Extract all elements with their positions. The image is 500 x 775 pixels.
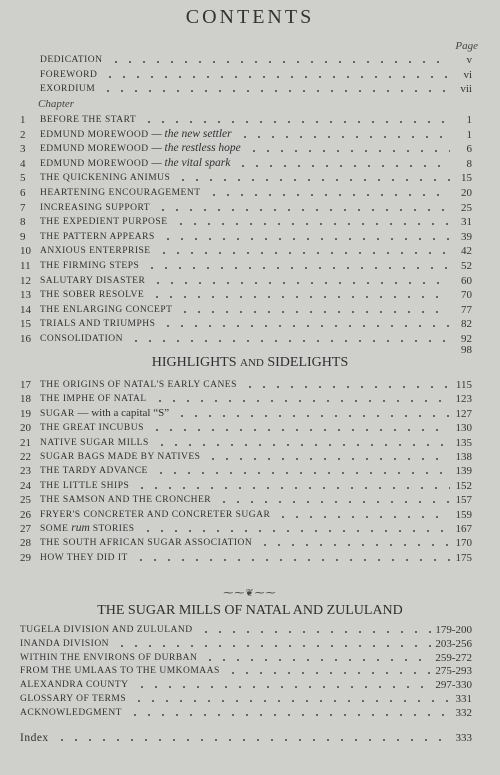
chapter-row xyxy=(20,229,472,243)
entry-number: 3 xyxy=(20,143,26,156)
mills-heading: THE SUGAR MILLS OF NATAL AND ZULULAND xyxy=(97,603,403,618)
highlights-heading-and: AND xyxy=(240,357,264,369)
leader-dots xyxy=(109,61,450,63)
chapter-row xyxy=(20,258,472,272)
entry-number: 7 xyxy=(20,201,26,214)
entry-title: TRIALS AND TRIUMPHS xyxy=(40,319,156,330)
entry-title: THE SOUTH AFRICAN SUGAR ASSOCIATION xyxy=(40,538,253,549)
mill-row xyxy=(20,663,472,677)
entry-title: NATIVE SUGAR MILLS xyxy=(40,437,149,448)
entry-page: 70 xyxy=(461,289,472,302)
entry-number: 11 xyxy=(20,260,31,272)
highlight-row xyxy=(20,377,472,391)
leader-dots xyxy=(101,90,450,92)
entry-page: 130 xyxy=(455,422,472,435)
front-matter-row xyxy=(20,67,472,81)
chapter-row xyxy=(20,127,472,141)
entry-number: 19 xyxy=(20,407,31,420)
entry-number: 23 xyxy=(20,465,31,478)
leader-dots xyxy=(243,386,450,388)
highlight-row xyxy=(20,435,472,449)
highlight-row xyxy=(20,449,472,463)
entry-page: 25 xyxy=(461,201,472,214)
decorative-ornament: ⁓⁓❦⁓⁓ xyxy=(223,588,277,599)
entry-page: vii xyxy=(460,83,472,95)
highlights-heading xyxy=(0,355,500,371)
highlight-row xyxy=(20,550,472,564)
entry-subtitle: — the restless hope xyxy=(148,142,241,155)
entry-number: 4 xyxy=(20,157,26,170)
entry-subtitle: — with a capital “S” xyxy=(74,406,170,419)
chapter-column-label: Chapter xyxy=(38,98,75,110)
entry-page: 115 xyxy=(455,379,472,391)
entry-title: THE PATTERN APPEARS xyxy=(40,231,155,242)
entry-page: 135 xyxy=(455,436,472,449)
entry-title: EDMUND MOREWOOD — the new settler xyxy=(40,127,232,140)
highlight-row xyxy=(20,478,472,492)
entry-page: 275-293 xyxy=(435,665,472,678)
entry-title: THE QUICKENING ANIMUS xyxy=(40,173,171,184)
leader-dots xyxy=(276,516,450,518)
chapter-row xyxy=(20,243,472,257)
entry-number: 10 xyxy=(20,245,31,258)
chapter-row xyxy=(20,287,472,301)
entry-title: INANDA DIVISION xyxy=(20,638,110,649)
entry-number: 22 xyxy=(20,451,31,463)
entry-page: 167 xyxy=(455,523,472,535)
leader-dots xyxy=(156,209,450,211)
chapter-row xyxy=(20,156,472,170)
chapter-row xyxy=(20,170,472,184)
leader-dots xyxy=(142,121,450,123)
entry-page: v xyxy=(466,54,472,66)
entry-page: 6 xyxy=(466,143,472,156)
leader-dots xyxy=(132,700,450,702)
leader-dots xyxy=(134,559,450,561)
entry-title: BEFORE THE START xyxy=(40,115,137,125)
entry-title: ACKNOWLEDGMENT xyxy=(20,707,122,718)
leader-dots xyxy=(176,179,450,181)
leader-dots xyxy=(150,429,450,431)
index-label: Index xyxy=(20,732,49,744)
front-matter-row xyxy=(20,81,472,95)
entry-number: 2 xyxy=(20,128,26,141)
mill-row xyxy=(20,691,472,705)
highlight-row xyxy=(20,463,472,477)
leader-dots xyxy=(157,252,450,254)
entry-number: 25 xyxy=(20,494,31,507)
front-matter-row xyxy=(20,52,472,66)
entry-title: ANXIOUS ENTERPRISE xyxy=(40,246,151,257)
entry-number: 16 xyxy=(20,333,31,345)
entry-title: CONSOLIDATION xyxy=(40,334,124,344)
entry-page: 39 xyxy=(461,230,472,243)
entry-page: 297-330 xyxy=(435,679,472,692)
page-column-label: Page xyxy=(455,40,478,52)
highlight-row xyxy=(20,391,472,405)
entry-number: 13 xyxy=(20,289,31,302)
entry-page: 20 xyxy=(461,187,472,199)
entry-title: THE ORIGINS OF NATAL'S EARLY CANES xyxy=(40,380,237,390)
entry-number: 29 xyxy=(20,551,31,564)
leader-dots xyxy=(150,296,450,298)
highlights-heading-a: HIGHLIGHTS xyxy=(151,355,237,370)
entry-title: GLOSSARY OF TERMS xyxy=(20,694,127,704)
entry-title: FROM THE UMLAAS TO THE UMKOMAAS xyxy=(20,666,220,677)
leader-dots xyxy=(128,714,450,716)
entry-number: 8 xyxy=(20,216,26,229)
entry-page: 123 xyxy=(455,393,472,406)
leader-dots xyxy=(153,400,450,402)
mill-row xyxy=(20,650,472,664)
entry-page: 8 xyxy=(466,157,472,170)
entry-title: TUGELA DIVISION AND ZULULAND xyxy=(20,625,193,635)
chapter-row xyxy=(20,141,472,155)
entry-title: EDMUND MOREWOOD — the restless hope xyxy=(40,142,241,155)
entry-title: WITHIN THE ENVIRONS OF DURBAN xyxy=(20,652,198,663)
entry-title: THE TARDY ADVANCE xyxy=(40,466,148,477)
entry-number: 6 xyxy=(20,187,26,199)
entry-page: 332 xyxy=(455,706,472,719)
mill-row xyxy=(20,622,472,636)
entry-italic-word: rum xyxy=(71,522,90,534)
mill-row xyxy=(20,705,472,719)
chapter-row xyxy=(20,185,472,199)
entry-title: FOREWORD xyxy=(40,69,98,80)
leader-dots xyxy=(199,631,432,633)
entry-number: 9 xyxy=(20,230,26,243)
index-page: 333 xyxy=(455,732,472,744)
entry-title: THE IMPHE OF NATAL xyxy=(40,394,147,405)
entry-page: vi xyxy=(463,68,472,81)
entry-number: 1 xyxy=(20,114,26,126)
entry-number: 20 xyxy=(20,422,31,435)
leader-dots xyxy=(151,282,450,284)
entry-page: 159 xyxy=(455,508,472,521)
highlight-row xyxy=(20,507,472,521)
entry-title: THE SAMSON AND THE CRONCHER xyxy=(40,495,212,506)
entry-number: 14 xyxy=(20,303,31,316)
leader-dots xyxy=(238,136,450,138)
leader-dots xyxy=(226,672,432,674)
entry-page: 31 xyxy=(461,216,472,229)
entry-page: 203-256 xyxy=(435,637,472,650)
leader-dots xyxy=(174,223,451,225)
entry-page: 77 xyxy=(461,303,472,316)
entry-title: DEDICATION xyxy=(40,55,103,65)
entry-page: 331 xyxy=(455,693,472,705)
page-title: CONTENTS xyxy=(185,6,315,28)
entry-number: 21 xyxy=(20,436,31,449)
highlights-heading-b: SIDELIGHTS xyxy=(267,355,349,370)
highlight-row xyxy=(20,492,472,506)
entry-number: 26 xyxy=(20,508,31,521)
entry-page: 98 xyxy=(461,343,472,356)
chapter-row xyxy=(20,273,472,287)
entry-page: 82 xyxy=(461,318,472,331)
leader-dots xyxy=(103,76,450,78)
entry-page: 139 xyxy=(455,465,472,478)
entry-subtitle: — the vital spark xyxy=(148,156,231,169)
leader-dots xyxy=(258,544,450,546)
entry-page: 157 xyxy=(455,494,472,507)
highlight-row xyxy=(20,535,472,549)
leader-dots xyxy=(206,458,450,460)
chapter-row xyxy=(20,200,472,214)
leader-dots xyxy=(141,530,450,532)
leader-dots xyxy=(154,472,450,474)
entry-title: SUGAR — with a capital “S” xyxy=(40,406,170,419)
entry-title: ALEXANDRA COUNTY xyxy=(20,680,129,691)
entry-title: SUGAR BAGS MADE BY NATIVES xyxy=(40,452,201,462)
highlight-row xyxy=(20,521,472,535)
leader-dots xyxy=(145,267,450,269)
entry-title: INCREASING SUPPORT xyxy=(40,202,151,213)
chapter-row xyxy=(20,112,472,126)
entry-number: 15 xyxy=(20,318,31,331)
leader-dots xyxy=(236,165,450,167)
entry-title: HOW THEY DID IT xyxy=(40,552,128,563)
entry-title: THE ENLARGING CONCEPT xyxy=(40,304,173,315)
index-row xyxy=(20,730,472,744)
entry-page: 179-200 xyxy=(435,624,472,636)
chapter-row xyxy=(20,302,472,316)
entry-number: 12 xyxy=(20,274,31,287)
entry-page: 127 xyxy=(455,407,472,420)
entry-number: 24 xyxy=(20,479,31,492)
entry-number: 18 xyxy=(20,393,31,406)
entry-page: 175 xyxy=(455,551,472,564)
entry-title: EXORDIUM xyxy=(40,84,96,94)
entry-page: 52 xyxy=(461,260,472,272)
entry-number: 17 xyxy=(20,379,31,391)
leader-dots xyxy=(115,645,431,647)
leader-dots xyxy=(217,501,450,503)
entry-page: 152 xyxy=(455,479,472,492)
entry-title: FRYER'S CONCRETER AND CONCRETER SUGAR xyxy=(40,509,271,520)
entry-page: 60 xyxy=(461,274,472,287)
highlight-row xyxy=(20,406,472,420)
entry-page: 15 xyxy=(461,172,472,185)
leader-dots xyxy=(135,487,450,489)
entry-title: THE FIRMING STEPS xyxy=(40,261,140,271)
entry-page: 1 xyxy=(466,114,472,126)
entry-title: THE EXPEDIENT PURPOSE xyxy=(40,217,168,228)
entry-subtitle: — the new settler xyxy=(148,127,232,140)
entry-number: 5 xyxy=(20,172,26,185)
leader-dots xyxy=(175,415,450,417)
chapter-last-page xyxy=(20,342,472,356)
entry-page: 42 xyxy=(461,245,472,258)
entry-page: 92 xyxy=(461,333,472,345)
entry-page: 1 xyxy=(466,128,472,141)
leader-dots xyxy=(135,686,432,688)
highlight-row xyxy=(20,420,472,434)
entry-page: 170 xyxy=(455,537,472,550)
chapter-row xyxy=(20,316,472,330)
chapter-row xyxy=(20,214,472,228)
entry-number: 27 xyxy=(20,523,31,535)
entry-title: SALUTARY DISASTER xyxy=(40,275,146,286)
mill-row xyxy=(20,677,472,691)
entry-title: HEARTENING ENCOURAGEMENT xyxy=(40,188,201,198)
leader-dots xyxy=(178,311,450,313)
entry-title: THE GREAT INCUBUS xyxy=(40,423,144,434)
leader-dots xyxy=(247,150,450,152)
leader-dots xyxy=(155,444,450,446)
entry-title: EDMUND MOREWOOD — the vital spark xyxy=(40,156,231,169)
leader-dots xyxy=(161,325,450,327)
entry-title: SOME rum STORIES xyxy=(40,522,135,534)
entry-page: 138 xyxy=(455,451,472,463)
leader-dots xyxy=(203,659,431,661)
entry-title: THE LITTLE SHIPS xyxy=(40,480,130,491)
leader-dots xyxy=(161,238,450,240)
leader-dots xyxy=(55,739,450,741)
entry-title: THE SOBER RESOLVE xyxy=(40,290,145,301)
entry-page: 259-272 xyxy=(435,651,472,664)
leader-dots xyxy=(207,194,450,196)
entry-number: 28 xyxy=(20,537,31,550)
mill-row xyxy=(20,636,472,650)
